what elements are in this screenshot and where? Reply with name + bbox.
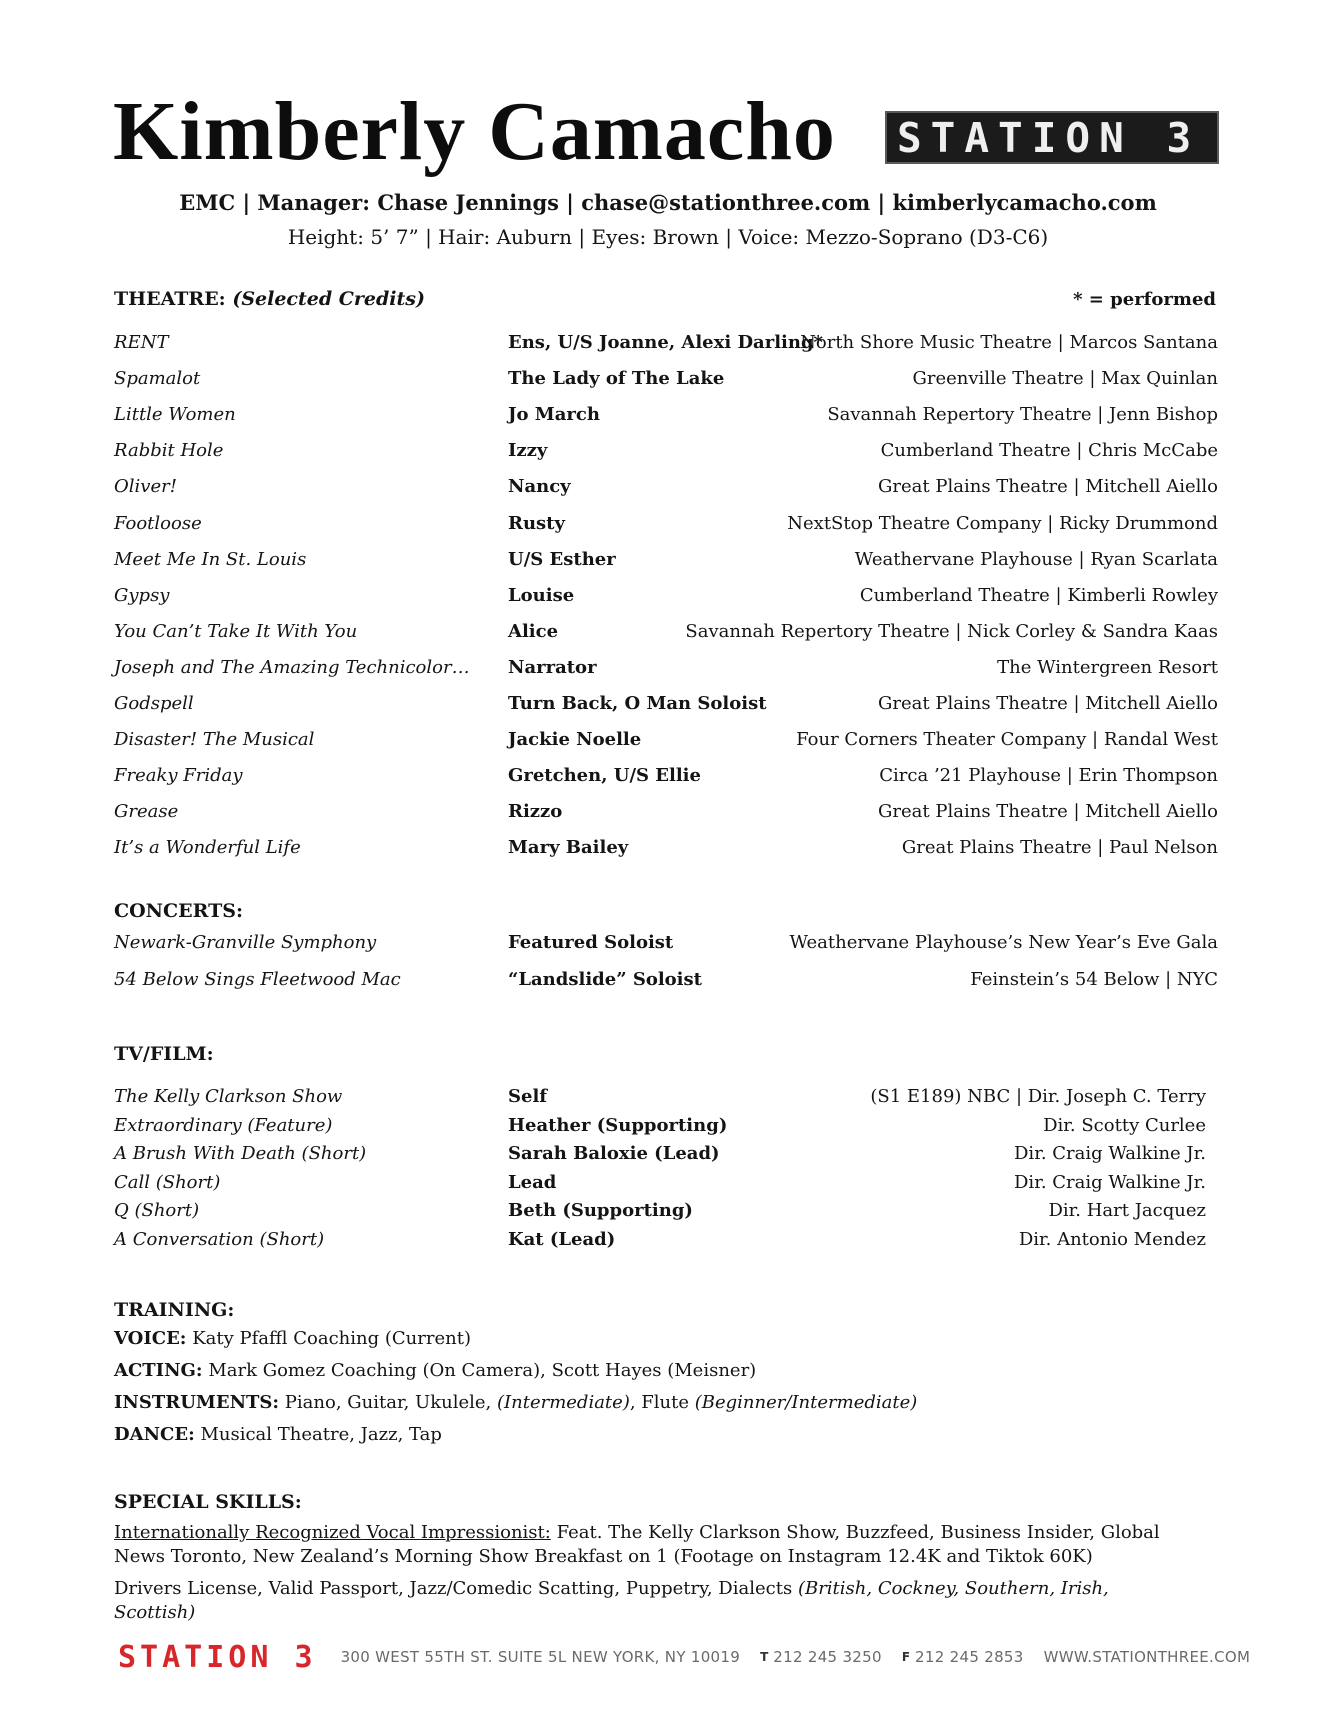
instruments-value-c: , Flute (629, 1392, 690, 1413)
credit-row (114, 400, 1218, 430)
physical-stats: Height: 5’ 7” | Hair: Auburn | Eyes: Brown | Voice: Mezzo-Soprano (D3-C6) (287, 225, 1049, 249)
credit-row (114, 509, 1218, 539)
other-skills-value: Drivers License, Valid Passport, Jazz/Comedic Scatting, Puppetry, Dialects (114, 1578, 793, 1599)
voice-value: Katy Pfaffl Coaching (Current) (192, 1328, 471, 1349)
impressionist-label: Internationally Recognized Vocal Impressionist: (114, 1522, 551, 1543)
tvfilm-heading: TV/FILM: (114, 1043, 214, 1065)
voice-label: VOICE: (114, 1328, 187, 1349)
credit-role: Gretchen, U/S Ellie (508, 765, 701, 787)
credit-show: Freaky Friday (114, 765, 243, 787)
credit-venue: Dir. Craig Walkine Jr. (1014, 1171, 1206, 1193)
credit-show: Godspell (114, 693, 194, 714)
credit-venue: The Wintergreen Resort (997, 656, 1218, 678)
credit-row (114, 928, 1218, 958)
credit-role: Nancy (508, 476, 571, 498)
credit-role: Jackie Noelle (508, 729, 642, 751)
credit-role: Rizzo (508, 801, 563, 823)
skills-impressionist (114, 1521, 1174, 1569)
credit-venue: Four Corners Theater Company | Randal West (796, 729, 1218, 751)
credit-show: A Conversation (Short) (114, 1229, 325, 1250)
credit-role: Kat (Lead) (508, 1229, 616, 1250)
credit-role: Self (508, 1086, 548, 1107)
credit-row (114, 689, 1218, 719)
training-heading: TRAINING: (114, 1299, 235, 1321)
credit-show: Footloose (114, 512, 202, 534)
credit-show: RENT (114, 332, 169, 353)
credit-venue: Dir. Antonio Mendez (1018, 1229, 1206, 1250)
credit-venue: Greenville Theatre | Max Quinlan (912, 368, 1218, 390)
credit-row (114, 436, 1218, 466)
agency-footer (118, 1637, 1258, 1677)
theatre-heading-label: THEATRE: (114, 288, 226, 310)
credit-show: Q (Short) (114, 1200, 200, 1222)
credit-venue: Savannah Repertory Theatre | Jenn Bishop (827, 404, 1218, 426)
acting-label: ACTING: (114, 1360, 203, 1381)
credit-venue: Cumberland Theatre | Kimberli Rowley (859, 584, 1218, 606)
skills-heading: SPECIAL SKILLS: (114, 1491, 302, 1513)
instruments-value-a: Piano, Guitar, Ukulele, (284, 1392, 492, 1413)
dance-label: DANCE: (114, 1424, 195, 1445)
credit-row (114, 797, 1218, 827)
credit-role: Alice (508, 620, 559, 642)
credit-role: Lead (508, 1171, 557, 1193)
footer-brand: STATION 3 (118, 1639, 317, 1675)
credit-venue: Weathervane Playhouse | Ryan Scarlata (854, 548, 1218, 570)
credit-venue: Savannah Repertory Theatre | Nick Corley & Sandra Kaas (685, 620, 1218, 642)
credit-show: Extraordinary (Feature) (114, 1114, 333, 1136)
credit-role: Beth (Supporting) (508, 1200, 693, 1222)
credit-role: Ens, U/S Joanne, Alexi Darling* (508, 332, 823, 353)
credit-show: Oliver! (114, 476, 177, 498)
credit-role: Turn Back, O Man Soloist (508, 693, 767, 714)
credit-venue: Great Plains Theatre | Paul Nelson (901, 837, 1218, 859)
credit-venue: (S1 E189) NBC | Dir. Joseph C. Terry (870, 1086, 1206, 1107)
credit-show: Grease (114, 801, 179, 823)
theatre-heading (114, 286, 425, 312)
training-dance (114, 1421, 442, 1449)
credit-show: Spamalot (114, 368, 201, 390)
concerts-heading: CONCERTS: (114, 900, 243, 922)
credit-row (114, 328, 1218, 358)
credit-role: Featured Soloist (508, 932, 674, 953)
contact-line: EMC | Manager: Chase Jennings | chase@stationthree.com | kimberlycamacho.com (179, 190, 1157, 215)
credit-role: The Lady of The Lake (508, 368, 725, 390)
credit-venue: North Shore Music Theatre | Marcos Santana (800, 332, 1218, 353)
impressionist-value: Feat. The Kelly Clarkson Show, Buzzfeed, Business Insider, Global News Toronto, New Zealand’s Morning Show Breakfast on 1 (Footage on Instagram 12.4K and Tiktok 60K) (114, 1522, 1160, 1567)
footer-address: 300 WEST 55TH ST. SUITE 5L NEW YORK, NY 10019 (340, 1648, 741, 1666)
theatre-heading-sub: (Selected Credits) (232, 288, 425, 310)
credit-venue: Great Plains Theatre | Mitchell Aiello (878, 693, 1218, 714)
credit-venue: Circa ’21 Playhouse | Erin Thompson (879, 765, 1218, 787)
skills-other (114, 1577, 1174, 1625)
dialects-value: (British, Cockney, Southern, Irish, Scottish) (114, 1578, 1109, 1623)
credit-show: Meet Me In St. Louis (114, 548, 307, 570)
credit-row (114, 1169, 1218, 1197)
credit-show: Gypsy (114, 584, 170, 606)
credit-row (114, 965, 1218, 995)
footer-fax: 212 245 2853 (915, 1648, 1024, 1666)
credit-show: A Brush With Death (Short) (114, 1143, 367, 1165)
credit-role: Rusty (508, 512, 565, 534)
credit-row (114, 1197, 1218, 1225)
instruments-value-d: (Beginner/Intermediate) (694, 1392, 918, 1413)
credit-venue: Great Plains Theatre | Mitchell Aiello (878, 801, 1218, 823)
credit-role: “Landslide” Soloist (508, 969, 702, 990)
credit-role: U/S Esther (508, 548, 616, 570)
footer-fax-label: F (901, 1650, 911, 1664)
credit-show: It’s a Wonderful Life (114, 837, 301, 859)
instruments-label: INSTRUMENTS: (114, 1392, 280, 1413)
credit-role: Jo March (508, 404, 600, 426)
credit-row (114, 545, 1218, 575)
credit-role: Izzy (508, 440, 548, 462)
performed-note: * = performed (1073, 289, 1216, 310)
credit-show: Little Women (114, 404, 236, 426)
training-acting (114, 1357, 756, 1385)
credit-row (114, 1083, 1218, 1111)
instruments-value-b: (Intermediate) (496, 1392, 630, 1413)
credit-row (114, 617, 1218, 647)
station3-logo (885, 111, 1219, 164)
credit-show: Newark-Granville Symphony (114, 932, 377, 953)
footer-website: WWW.STATIONTHREE.COM (1043, 1648, 1251, 1666)
credit-show: Rabbit Hole (114, 440, 224, 462)
credit-row (114, 364, 1218, 394)
credit-role: Mary Bailey (508, 837, 629, 859)
dance-value: Musical Theatre, Jazz, Tap (200, 1424, 442, 1445)
credit-show: Joseph and The Amazing Technicolor… (114, 656, 470, 678)
credit-row (114, 1226, 1218, 1254)
credit-row (114, 653, 1218, 683)
footer-phone: 212 245 3250 (773, 1648, 882, 1666)
credit-row (114, 761, 1218, 791)
credit-venue: Dir. Craig Walkine Jr. (1014, 1143, 1206, 1165)
credit-row (114, 1112, 1218, 1140)
credit-venue: Feinstein’s 54 Below | NYC (970, 969, 1218, 990)
credit-venue: Dir. Scotty Curlee (1043, 1114, 1206, 1136)
credit-venue: Dir. Hart Jacquez (1048, 1200, 1206, 1222)
credit-venue: Great Plains Theatre | Mitchell Aiello (878, 476, 1218, 498)
credit-show: You Can’t Take It With You (114, 620, 358, 642)
credit-role: Louise (508, 584, 575, 606)
footer-phone-label: T (760, 1650, 769, 1664)
credit-venue: Cumberland Theatre | Chris McCabe (880, 440, 1218, 462)
credit-row (114, 725, 1218, 755)
credit-venue: Weathervane Playhouse’s New Year’s Eve Gala (789, 932, 1218, 953)
credit-row (114, 581, 1218, 611)
credit-role: Narrator (508, 656, 597, 678)
credit-row (114, 1140, 1218, 1168)
credit-row (114, 472, 1218, 502)
credit-show: The Kelly Clarkson Show (114, 1086, 343, 1107)
performer-name: Kimberly Camacho (113, 85, 836, 178)
credit-venue: NextStop Theatre Company | Ricky Drummond (787, 512, 1218, 534)
credit-role: Sarah Baloxie (Lead) (508, 1143, 720, 1165)
acting-value: Mark Gomez Coaching (On Camera), Scott Hayes (Meisner) (208, 1360, 757, 1381)
training-instruments (114, 1389, 917, 1417)
credit-role: Heather (Supporting) (508, 1114, 728, 1136)
logo-text: STATION 3 (897, 113, 1201, 162)
training-voice (114, 1325, 471, 1353)
credit-show: Disaster! The Musical (114, 729, 315, 751)
credit-row (114, 833, 1218, 863)
credit-show: Call (Short) (114, 1171, 221, 1193)
credit-show: 54 Below Sings Fleetwood Mac (114, 969, 401, 990)
